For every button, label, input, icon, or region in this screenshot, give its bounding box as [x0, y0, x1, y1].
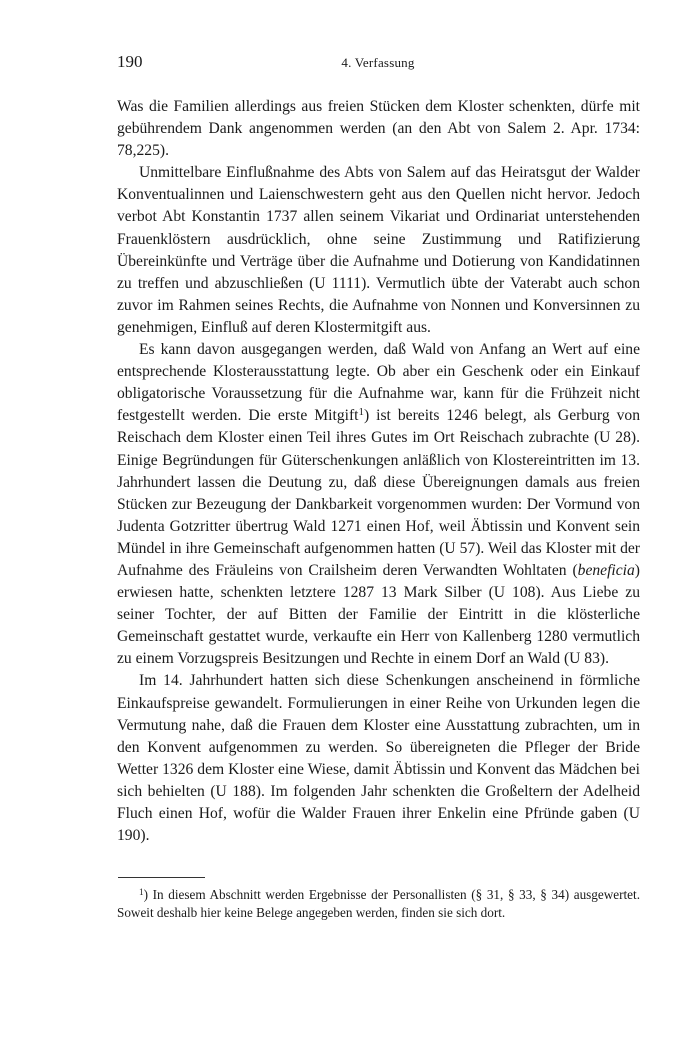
- footnote: [117, 886, 640, 921]
- page-header: [117, 52, 639, 76]
- running-title: 4. Verfassung: [341, 55, 415, 70]
- main-text: [117, 96, 640, 847]
- page-number: 190: [117, 52, 143, 71]
- footnote-separator: [118, 877, 205, 878]
- paragraph-4: Im 14. Jahrhundert hatten sich diese Schenkungen anscheinend in förmliche Einkaufspreise gewandelt. Formulierungen in einer Reihe von Urkunden legen die Vermutung nahe, daß die Frauen dem Kloster eine Ausstattung zubrachten, um in den Konvent aufgenommen zu werden. So übereigneten die Pfleger der Bride Wetter 1326 dem Kloster eine Wiese, damit Äbtissin und Konvent das Mädchen bei sich behielten (U 188). Im folgenden Jahr schenkten die Großeltern der Adelheid Fluch einen Hof, wofür die Walder Frauen ihrer Enkelin eine Pfründe gaben (U 190).: [117, 672, 640, 845]
- paragraph-3-part-b: ) ist bereits 1246 belegt, als Gerburg von Reischach dem Kloster einen Teil ihres Gutes im Ort Reischach zubrachte (U 28). Einige Begründungen für Güterschenkungen anläßlich von Klostereintritten im 13. Jahrhundert lassen die Deutung zu, daß diese Übereignungen damals aus freien Stücken zur Bezeugung der Dankbarkeit vorgenommen wurden: Der Vormund von Judenta Gotzritter übertrug Wald 1271 einen Hof, weil Äbtissin und Konvent sein Mündel in ihre Gemeinschaft aufgenommen hatten (U 57). Weil das Kloster mit der Aufnahme des Fräuleins von Crailsheim deren Verwandten Wohltaten (: [117, 407, 641, 579]
- paragraph-1: Was die Familien allerdings aus freien Stücken dem Kloster schenkten, dürfe mit gebührendem Dank angenommen werden (an den Abt von Salem 2. Apr. 1734: 78,225).: [117, 98, 640, 160]
- paragraph-3-part-a: Es kann davon ausgegangen werden, daß Wald von Anfang an Wert auf eine entsprechende Klosterausstattung legte. Ob aber ein Geschenk oder ein Einkauf obligatorische Voraussetzung für die Aufnahme war, kann für die Frühzeit nicht festgestellt werden. Die erste Mitgift: [117, 341, 640, 425]
- footnote-reference: 1: [358, 406, 364, 419]
- paragraph-2: Unmittelbare Einflußnahme des Abts von Salem auf das Heiratsgut der Walder Konventualinnen und Laienschwestern geht aus den Quellen nicht hervor. Jedoch verbot Abt Konstantin 1737 allen seinem Vikariat und Ordinariat unterstehenden Frauenklöstern ausdrücklich, ohne seine Zustimmung und Ratifizierung Übereinkünfte und Verträge über die Aufnahme und Dotierung von Kandidatinnen zu treffen und abzuschließen (U 1111). Vermutlich übte der Vaterabt auch schon zuvor im Rahmen seines Rechts, die Aufnahme von Nonnen und Konversinnen zu genehmigen, Einfluß auf deren Klostermitgift aus.: [117, 164, 640, 336]
- italic-term: beneficia: [577, 561, 635, 579]
- paragraph-3-part-c: ) erwiesen hatte, schenkten letztere 1287 13 Mark Silber (U 108). Aus Liebe zu seiner Tochter, der auf Bitten der Familie der Eintritt in die klösterliche Gemeinschaft gestattet wurde, verkaufte ein Herr von Kallenberg 1280 vermutlich zu einem Vorzugspreis Besitzungen und Rechte in einem Dorf an Wald (U 83).: [117, 561, 640, 668]
- footnote-marker: 1: [139, 886, 144, 897]
- paragraph-3: [117, 339, 640, 670]
- footnote-text: ) In diesem Abschnitt werden Ergebnisse der Personallisten (§ 31, § 33, § 34) ausgewertet. Soweit deshalb hier keine Belege angegeben werden, finden sie sich dort.: [117, 887, 640, 920]
